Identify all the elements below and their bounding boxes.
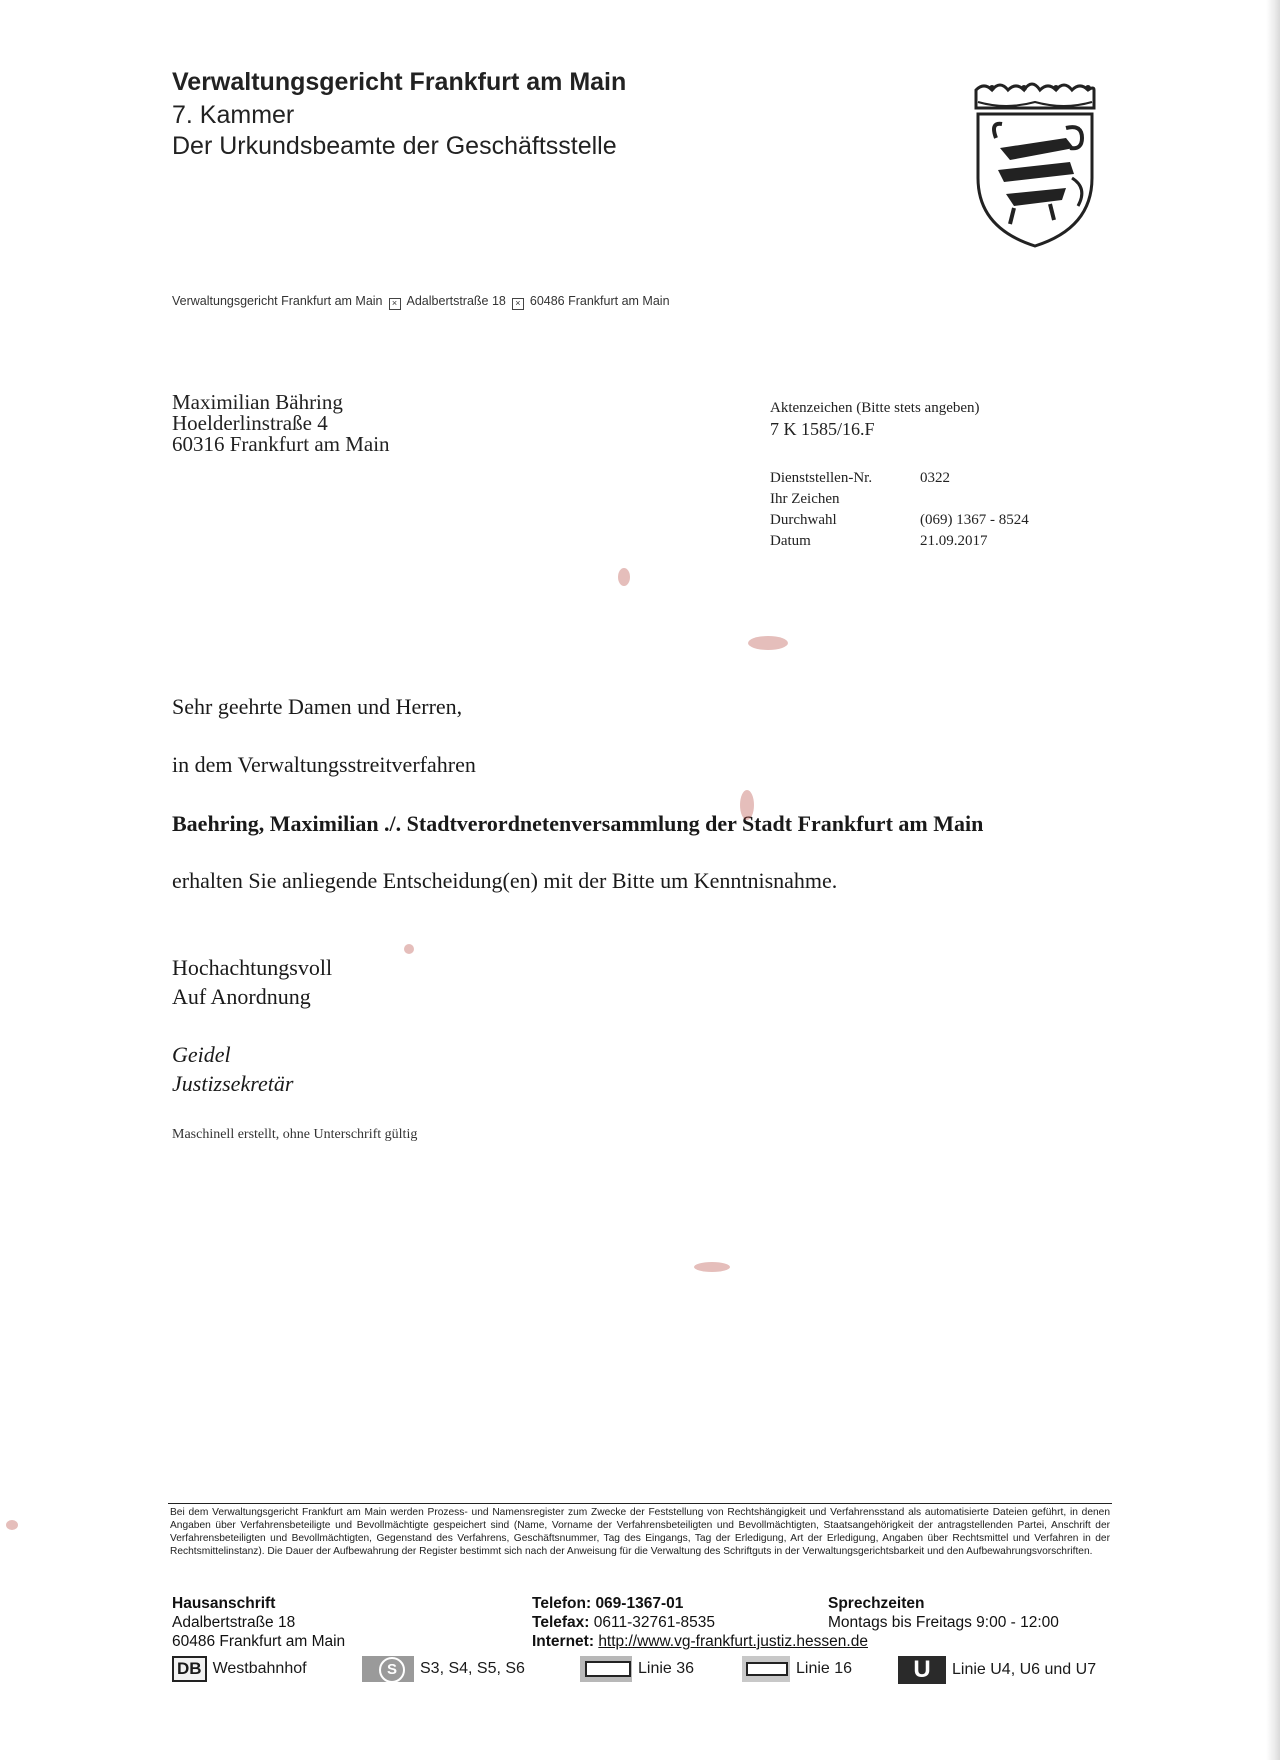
court-name: Verwaltungsgericht Frankfurt am Main (172, 68, 627, 96)
meta-date (770, 533, 1120, 554)
sbahn-icon (362, 1656, 414, 1682)
meta-direct-dial (770, 512, 1120, 533)
hessen-coat-of-arms-icon (970, 78, 1100, 248)
body-text: erhalten Sie anliegende Entscheidung(en) mit der Bitte um Kenntnisnahme. (172, 868, 838, 893)
chamber: 7. Kammer (172, 101, 295, 129)
internet-label: Internet: (532, 1633, 594, 1650)
transit-sbahn (362, 1656, 525, 1682)
footer-privacy-note: Bei dem Verwaltungsgericht Frankfurt am Main werden Prozess- und Namensregister zum Zwecke der Feststellung von Rechtshängigkeit und Verfahrensstand als automatisierte Dateien geführt, in denen Angaben über Verfahrensbeteiligte und Bevollmächtigte gespeichert sind (Name, Vorname der Verfahrensbeteiligten und Bevollmächtigten, Staatsangehörigkeit der antragstellenden Partei, Anschrift der Verfahrensbeteiligten und Bevollmächtigten, Gegenstand des Verfahrens, Geschäftsnummer, Tag des Eingangs, Tag der Erledigung, Art der Erledigung, Angaben über Rechtsmittel und Verfahren in der Rechtsmittelinstanz). Die Dauer der Aufbewahrung der Register bestimmt sich nach der Anweisung für die Verwaltung des Schriftguts in der Verwaltungsgerichtsbarkeit und den Aufbewahrungsvorschriften. (170, 1507, 1110, 1557)
phone-value: 069-1367-01 (595, 1595, 684, 1612)
recipient-address (172, 392, 390, 455)
scan-stain (6, 1520, 18, 1530)
meta-block (770, 470, 1120, 554)
signature-block (172, 1040, 293, 1098)
meta-value (920, 491, 1120, 512)
meta-value: 0322 (920, 470, 950, 486)
transit-bus (580, 1656, 694, 1682)
salutation: Sehr geehrte Damen und Herren, (172, 694, 463, 719)
sender-court: Verwaltungsgericht Frankfurt am Main (172, 294, 383, 308)
meta-label: Dienststellen-Nr. (770, 470, 873, 486)
hours-heading: Sprechzeiten (828, 1595, 925, 1612)
closing (172, 953, 332, 1011)
meta-value: 21.09.2017 (920, 533, 988, 549)
meta-value: (069) 1367 - 8524 (920, 512, 1029, 528)
fax-value: 0611-32761-8535 (593, 1614, 715, 1631)
meta-label: Datum (770, 533, 811, 549)
footer-hours (828, 1594, 1059, 1632)
phone-label: Telefon: (532, 1595, 592, 1612)
transit-bus-label: Linie 36 (638, 1660, 695, 1677)
sender-city: 60486 Frankfurt am Main (529, 294, 670, 308)
scan-edge-shadow (1266, 0, 1280, 1760)
reference-value: 7 K 1585/16.F (770, 419, 875, 439)
scan-stain (618, 568, 630, 586)
meta-office-number (770, 470, 1120, 491)
footer-divider (168, 1503, 1112, 1504)
sbahn-letter: S (379, 1657, 405, 1683)
website-link[interactable]: http://www.vg-frankfurt.justiz.hessen.de (598, 1633, 868, 1650)
meta-your-ref (770, 491, 1120, 512)
separator-box-icon: × (389, 298, 401, 310)
transit-sbahn-label: S3, S4, S5, S6 (420, 1660, 525, 1677)
transit-tram-label: Linie 16 (796, 1660, 853, 1677)
closing-line-2: Auf Anordnung (172, 984, 311, 1009)
ubahn-icon (898, 1656, 946, 1684)
footer-address (172, 1594, 345, 1651)
db-train-icon: DB (172, 1656, 207, 1682)
recipient-name: Maximilian Bähring (172, 390, 343, 414)
intro-line: in dem Verwaltungsstreitverfahren (172, 752, 476, 777)
fax-label: Telefax: (532, 1614, 590, 1631)
recipient-city: 60316 Frankfurt am Main (172, 432, 390, 456)
phone-row (532, 1594, 868, 1613)
recipient-street: Hoelderlinstraße 4 (172, 411, 328, 435)
office-title: Der Urkundsbeamte der Geschäftsstelle (172, 132, 617, 160)
transit-tram (742, 1656, 852, 1682)
transit-db-label: Westbahnhof (212, 1660, 307, 1677)
transit-ubahn (898, 1656, 1096, 1684)
meta-label: Ihr Zeichen (770, 491, 840, 507)
address-city: 60486 Frankfurt am Main (172, 1633, 346, 1650)
case-reference (770, 400, 980, 440)
footer-contact (532, 1594, 868, 1651)
meta-label: Durchwahl (770, 512, 837, 528)
separator-box-icon: × (512, 298, 524, 310)
sender-address-line (172, 294, 670, 310)
scan-stain (748, 636, 788, 650)
sender-street: Adalbertstraße 18 (406, 294, 506, 308)
scan-stain (404, 944, 414, 954)
signer-title: Justizsekretär (172, 1071, 294, 1096)
closing-line-1: Hochachtungsvoll (172, 955, 333, 980)
internet-row (532, 1632, 868, 1651)
case-parties: Baehring, Maximilian ./. Stadtverordnetenversammlung der Stadt Frankfurt am Main (172, 811, 984, 836)
scan-stain (740, 790, 754, 820)
scan-stain (694, 1262, 730, 1272)
transit-ubahn-label: Linie U4, U6 und U7 (952, 1661, 1097, 1678)
ubahn-letter: U (913, 1656, 931, 1683)
reference-label: Aktenzeichen (Bitte stets angeben) (770, 400, 980, 416)
transit-db (172, 1656, 307, 1682)
address-heading: Hausanschrift (172, 1595, 276, 1612)
address-street: Adalbertstraße 18 (172, 1614, 296, 1631)
fax-row (532, 1613, 868, 1632)
bus-icon (580, 1656, 632, 1682)
machine-note: Maschinell erstellt, ohne Unterschrift gültig (172, 1127, 418, 1142)
tram-icon (742, 1656, 790, 1682)
hours-value: Montags bis Freitags 9:00 - 12:00 (828, 1614, 1059, 1631)
signer-name: Geidel (172, 1042, 231, 1067)
